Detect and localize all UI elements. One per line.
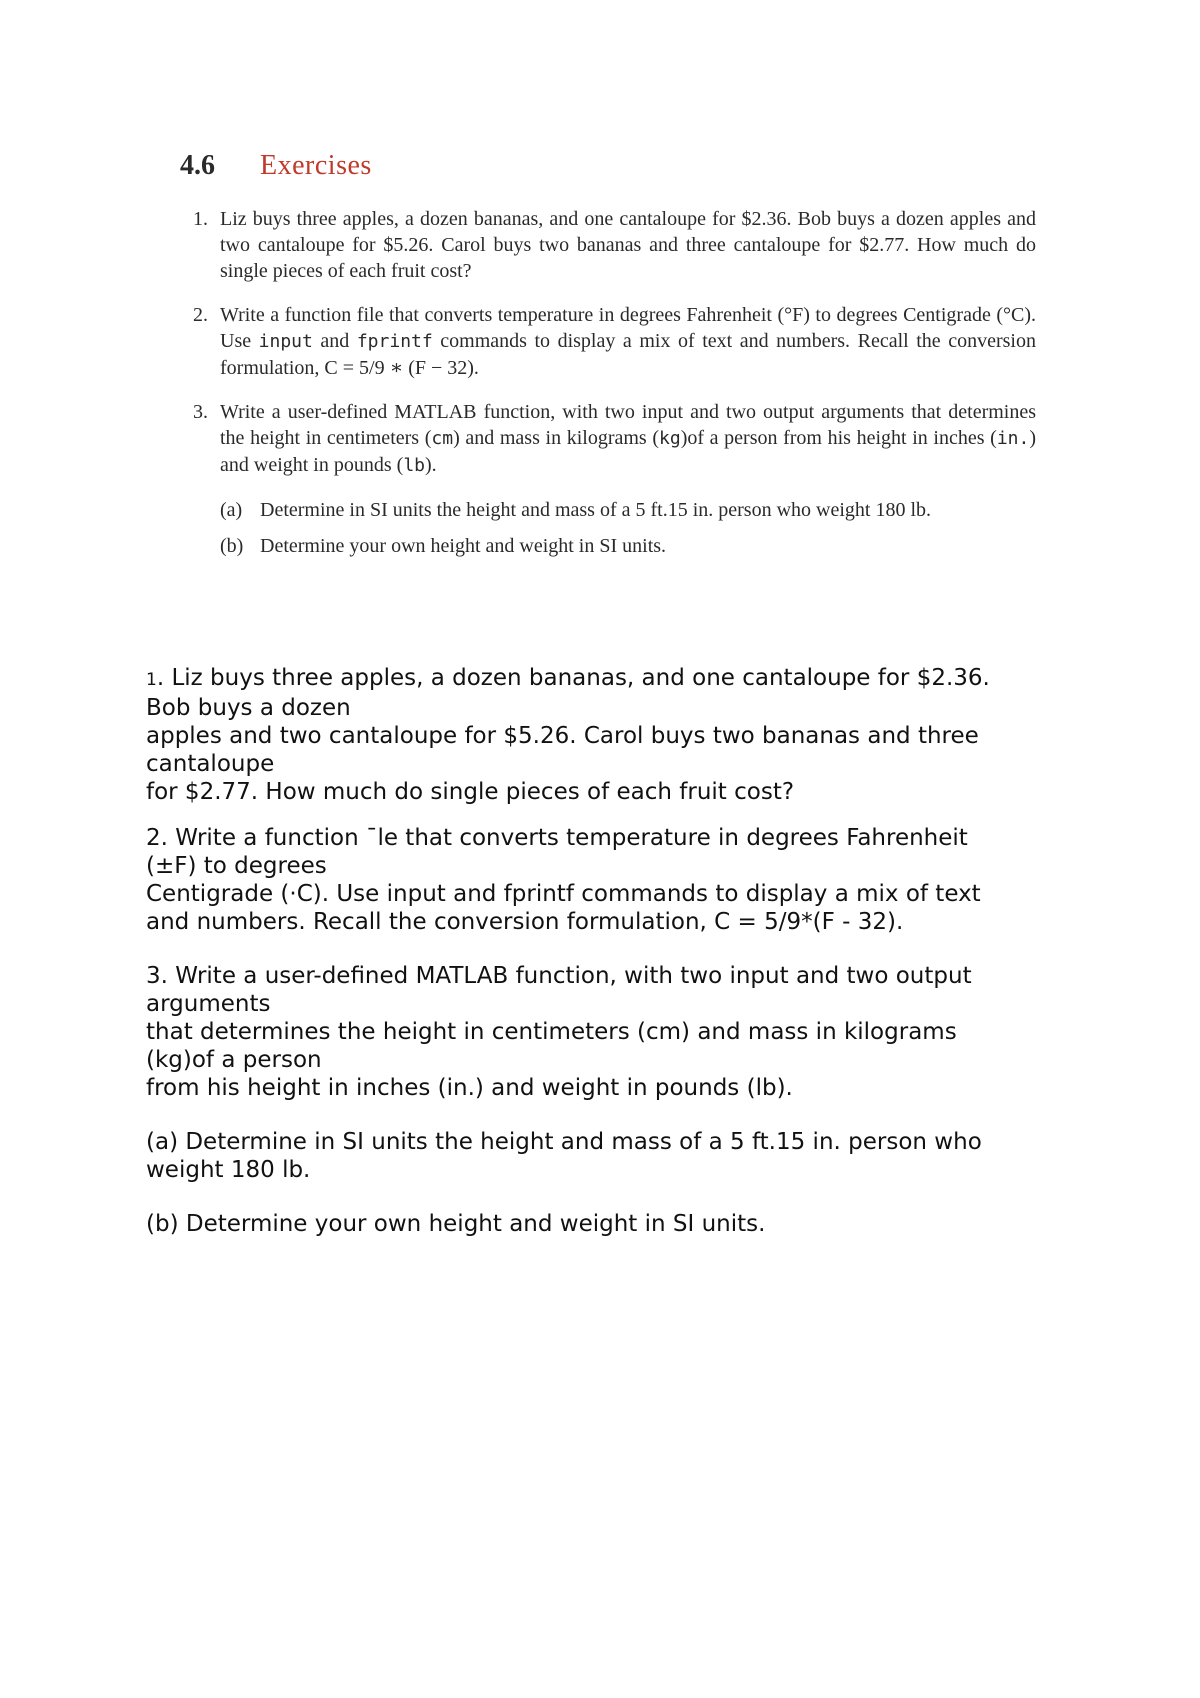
code-input: input <box>258 331 313 352</box>
code-fprintf: fprintf <box>356 331 433 352</box>
typed-paragraph-3: 3. Write a user-defined MATLAB function, with two input and two output arguments that determines the height in centimeters (cm) and mass in kilograms (kg)of a person from his height in inches (in.) and weight in pounds (lb). <box>146 963 972 1101</box>
subitem-label: (b) <box>220 535 244 557</box>
code-in: in. <box>996 428 1030 449</box>
exercise-3b <box>220 533 1036 559</box>
code-lb: lb <box>403 455 425 476</box>
typed-paragraph-b: (b) Determine your own height and weight in SI units. <box>146 1211 766 1237</box>
exercise-3a <box>220 497 1036 523</box>
section-heading <box>180 150 1036 182</box>
exercise-number: 2. <box>193 304 208 326</box>
exercise-text: Write a function file that converts temperature in degrees Fahrenheit (°F) to degrees Centigrade (°C). Use input and fprintf commands to display a mix of text and numbers. Recall the conversion formulation, C = 5/9 ∗ (F − 32). <box>220 304 1036 379</box>
subitem-text: Determine your own height and weight in SI units. <box>260 535 667 557</box>
typed-transcription <box>146 664 1046 1256</box>
exercise-number: 3. <box>193 401 208 423</box>
code-cm: cm <box>431 428 454 449</box>
exercise-1 <box>180 206 1036 284</box>
subitem-text: Determine in SI units the height and mass of a 5 ft.15 in. person who weight 180 lb. <box>260 499 932 521</box>
exercise-text: Liz buys three apples, a dozen bananas, and one cantaloupe for $2.36. Bob buys a dozen apples and two cantaloupe for $5.26. Carol buys two bananas and three cantaloupe for $2.77. How much do single pieces of each fruit cost? <box>220 208 1036 282</box>
code-kg: kg <box>659 428 681 449</box>
exercise-text: Write a user-defined MATLAB function, with two input and two output arguments that determines the height in centimeters (cm) and mass in kilograms (kg)of a person from his height in inches (in.) and weight in pounds (lb). <box>220 401 1036 476</box>
scanned-exercises-excerpt <box>180 150 1036 569</box>
exercise-3 <box>180 399 1036 479</box>
typed-paragraph-2: 2. Write a function ¯le that converts temperature in degrees Fahrenheit (±F) to degrees Centigrade (·C). Use input and fprintf commands to display a mix of text and numbers. Recall the conversion formulation, C = 5/9*(F - 32). <box>146 825 981 935</box>
subitem-label: (a) <box>220 499 243 521</box>
typed-paragraph-a: (a) Determine in SI units the height and mass of a 5 ft.15 in. person who weight 180 lb. <box>146 1129 982 1183</box>
exercise-2 <box>180 302 1036 381</box>
exercise-number: 1. <box>193 208 208 230</box>
section-number: 4.6 <box>180 150 215 181</box>
typed-paragraph-1: 1. Liz buys three apples, a dozen bananas, and one cantaloupe for $2.36. Bob buys a dozen apples and two cantaloupe for $5.26. Carol buys two bananas and three cantaloupe for $2.77. How much do single pieces of each fruit cost? <box>146 665 990 805</box>
section-title: Exercises <box>260 150 372 181</box>
typed-number: 1 <box>146 670 157 690</box>
